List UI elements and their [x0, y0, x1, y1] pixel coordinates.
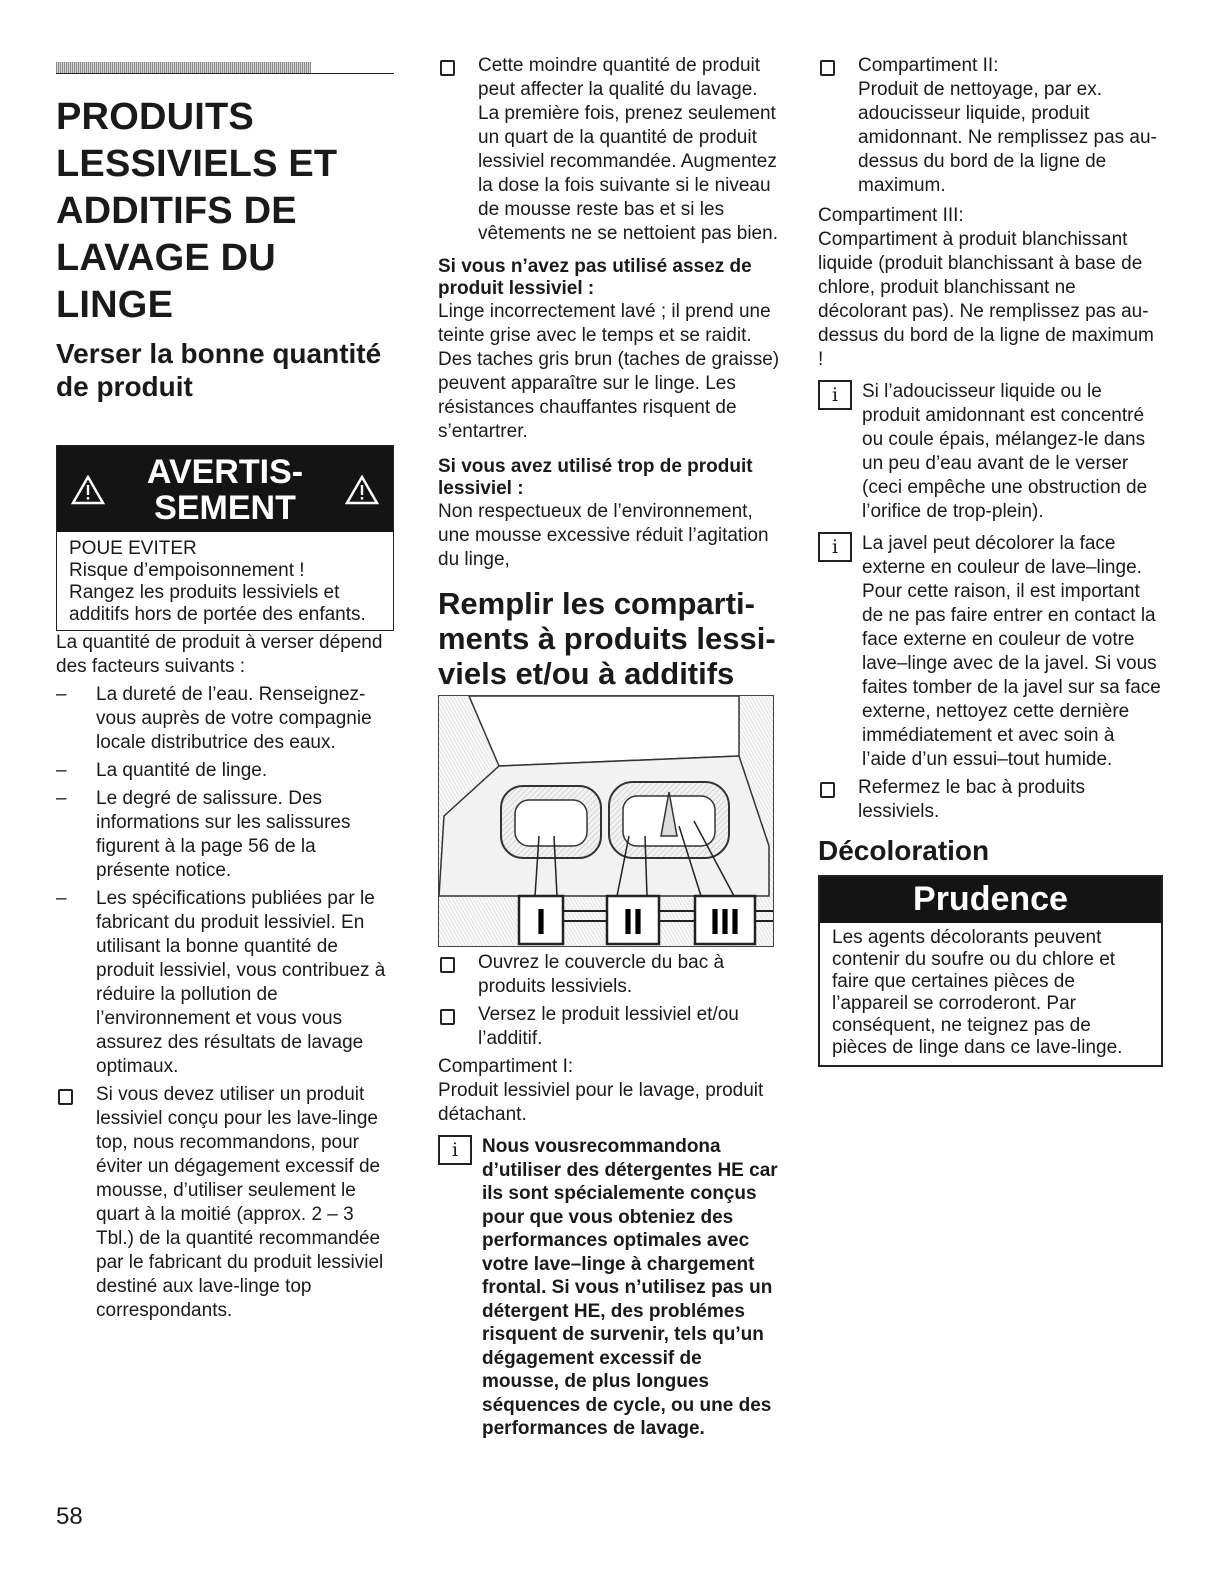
warning-header: [57, 446, 393, 532]
info-icon: i: [818, 380, 852, 410]
compartment-3-title: Compartiment III:: [818, 205, 964, 226]
warning-triangle-icon: [71, 475, 105, 505]
dash-bullet: –: [56, 888, 67, 909]
compartment-label-i: I: [535, 901, 547, 942]
warning-line: POUE EVITER: [69, 538, 197, 559]
warning-body: [57, 532, 393, 630]
list-item: – Les spécifications publiées par le fabricant du produit lessiviel. En utilisant la bonne quantité de produit lessiviel, vous contribuez à réduire la pollution de l’environnement et vous vous assurez des résultats de lavage optimaux.: [56, 888, 386, 1077]
caution-body: Les agents décolorants peuvent contenir du soufre ou du chlore et faire que certaines pièces de l’appareil se corroderont. Par conséquent, ne teignez pas de pièces de linge dans ce lave-linge.: [832, 927, 1123, 1058]
compartment-1-title: Compartiment I:: [438, 1056, 574, 1077]
compartment-label-ii: II: [622, 901, 644, 942]
compartment-3-body: Compartiment à produit blanchissant liquide (produit blanchissant à base de chlore, produit blanchissant ne décolorant pas). Ne remplissez pas au-dessus du bord de la ligne de maximum !: [818, 229, 1154, 370]
info-note: [438, 1135, 780, 1441]
checkbox-item: Cette moindre quantité de produit peut affecter la qualité du lavage. La première fois, prenez seulement un quart de la quantité de produit lessiviel recommandée. Augmentez la dose la fois suivante si le niveau de mousse reste bas et si les vêtements ne se nettoient pas bien.: [438, 54, 780, 246]
column-1: [56, 62, 394, 1323]
dash-bullet: –: [56, 684, 67, 705]
checkbox-item: Ouvrez le couvercle du bac à produits lessiviels.: [438, 951, 780, 999]
checkbox-icon: [440, 957, 455, 973]
too-much-body: Non respectueux de l’environnement, une mousse excessive réduit l’agitation du linge,: [438, 501, 769, 570]
checkbox-icon: [440, 1009, 455, 1025]
info-note-text: La javel peut décolorer la face externe en couleur de lave–linge. Pour cette raison, il est important de ne pas faire entrer en contact la face externe en couleur de votre lave–linge avec de la javel. Si vous faites tomber de la javel sur sa face externe, nettoyez cette dernière immédiatement et avec soin à l’aide d’un essui–tout humide.: [862, 533, 1161, 770]
info-note: [818, 532, 1163, 772]
compartment-1-body: Produit lessiviel pour le lavage, produit détachant.: [438, 1080, 764, 1125]
warning-line: Risque d’empoisonnement !: [69, 560, 305, 581]
page-number: 58: [56, 1503, 83, 1530]
checkbox-icon: [440, 60, 455, 76]
compartment-2-title: Compartiment II:: [858, 55, 999, 76]
info-note: [818, 380, 1163, 524]
not-enough-heading: Si vous n’avez pas utilisé assez de produit lessiviel :: [438, 256, 752, 299]
checkbox-item: Si vous devez utiliser un produit lessiviel conçu pour les lave-linge top, nous recommandons, pour éviter un dégagement excessif de mousse, d’utiliser seulement le quart à la moitié (approx. 2 – 3 Tbl.) de la quantité recommandée par le fabricant du produit lessiviel destiné aux lave-linge top correspondants.: [56, 1083, 394, 1323]
list-item: – La dureté de l’eau. Renseignez-vous auprès de votre compagnie locale distributrice des eaux.: [56, 684, 372, 753]
intro-text: La quantité de produit à verser dépend des facteurs suivants :: [56, 632, 383, 677]
too-much-heading: Si vous avez utilisé trop de produit lessiviel :: [438, 456, 753, 499]
info-note-text: Nous vousrecommandona d’utiliser des détergentes HE car ils sont spécialemente conçus pour que vous obteniez des performances optimales avec votre lave–linge à chargement frontal. Si vous n’utilisez pas un détergent HE, des problémes risquent de survenir, tels qu’un dégagement excessif de mousse, de plus longues séquences de cycle, ou une des performances de lavage.: [482, 1136, 778, 1439]
header-hatch-rule: [56, 62, 311, 73]
info-icon: i: [438, 1135, 472, 1165]
compartment-label-iii: III: [709, 901, 741, 942]
section-subtitle: Verser la bonne quantité de produit: [56, 338, 382, 402]
dispenser-illustration: [439, 696, 773, 946]
column-2: [438, 54, 780, 1441]
warning-triangle-icon: [345, 475, 379, 505]
caution-box: [818, 875, 1163, 1067]
checkbox-icon: [820, 782, 835, 798]
checkbox-item: Versez le produit lessiviel et/ou l’additif.: [438, 1003, 780, 1051]
dispenser-figure: [438, 695, 774, 947]
list-item: – Le degré de salissure. Des informations sur les salissures figurent à la page 56 de la présente notice.: [56, 788, 351, 881]
list-item: – La quantité de linge.: [56, 760, 268, 781]
dash-bullet: –: [56, 788, 67, 809]
checkbox-item: Refermez le bac à produits lessiviels.: [818, 776, 1163, 824]
checkbox-item: [818, 54, 1163, 198]
dash-bullet: –: [56, 760, 67, 781]
not-enough-body: Linge incorrectement lavé ; il prend une teinte grise avec le temps et se raidit. Des taches gris brun (taches de graisse) peuvent apparaître sur le linge. Les résistances chauffantes risquent de s’entartrer.: [438, 301, 780, 442]
caution-heading: Prudence: [820, 877, 1161, 923]
checkbox-icon: [820, 60, 835, 76]
warning-heading: AVERTIS- SEMENT: [146, 453, 304, 527]
compartment-2-body: Produit de nettoyage, par ex. adoucisseur liquide, produit amidonnant. Ne remplissez pas au-dessus du bord de la ligne de maximum.: [858, 79, 1157, 196]
decoloration-heading: Décoloration: [818, 835, 990, 866]
page-title: PRODUITS LESSIVIELS ET ADDITIFS DE LAVAGE DU LINGE: [56, 96, 338, 326]
warning-line: Rangez les produits lessiviels et additifs hors de portée des enfants.: [69, 582, 366, 625]
column-3: [818, 54, 1163, 1067]
warning-box: [56, 445, 394, 631]
info-note-text: Si l’adoucisseur liquide ou le produit amidonnant est concentré ou coule épais, mélangez-le dans un peu d’eau avant de le verser (ceci empêche une obstruction de l’orifice de trop-plein).: [862, 381, 1148, 522]
info-icon: i: [818, 532, 852, 562]
checkbox-icon: [58, 1089, 73, 1105]
header-rule: [56, 73, 394, 74]
fill-heading: Remplir les comparti- ments à produits lessi- viels et/ou à additifs: [438, 586, 776, 691]
